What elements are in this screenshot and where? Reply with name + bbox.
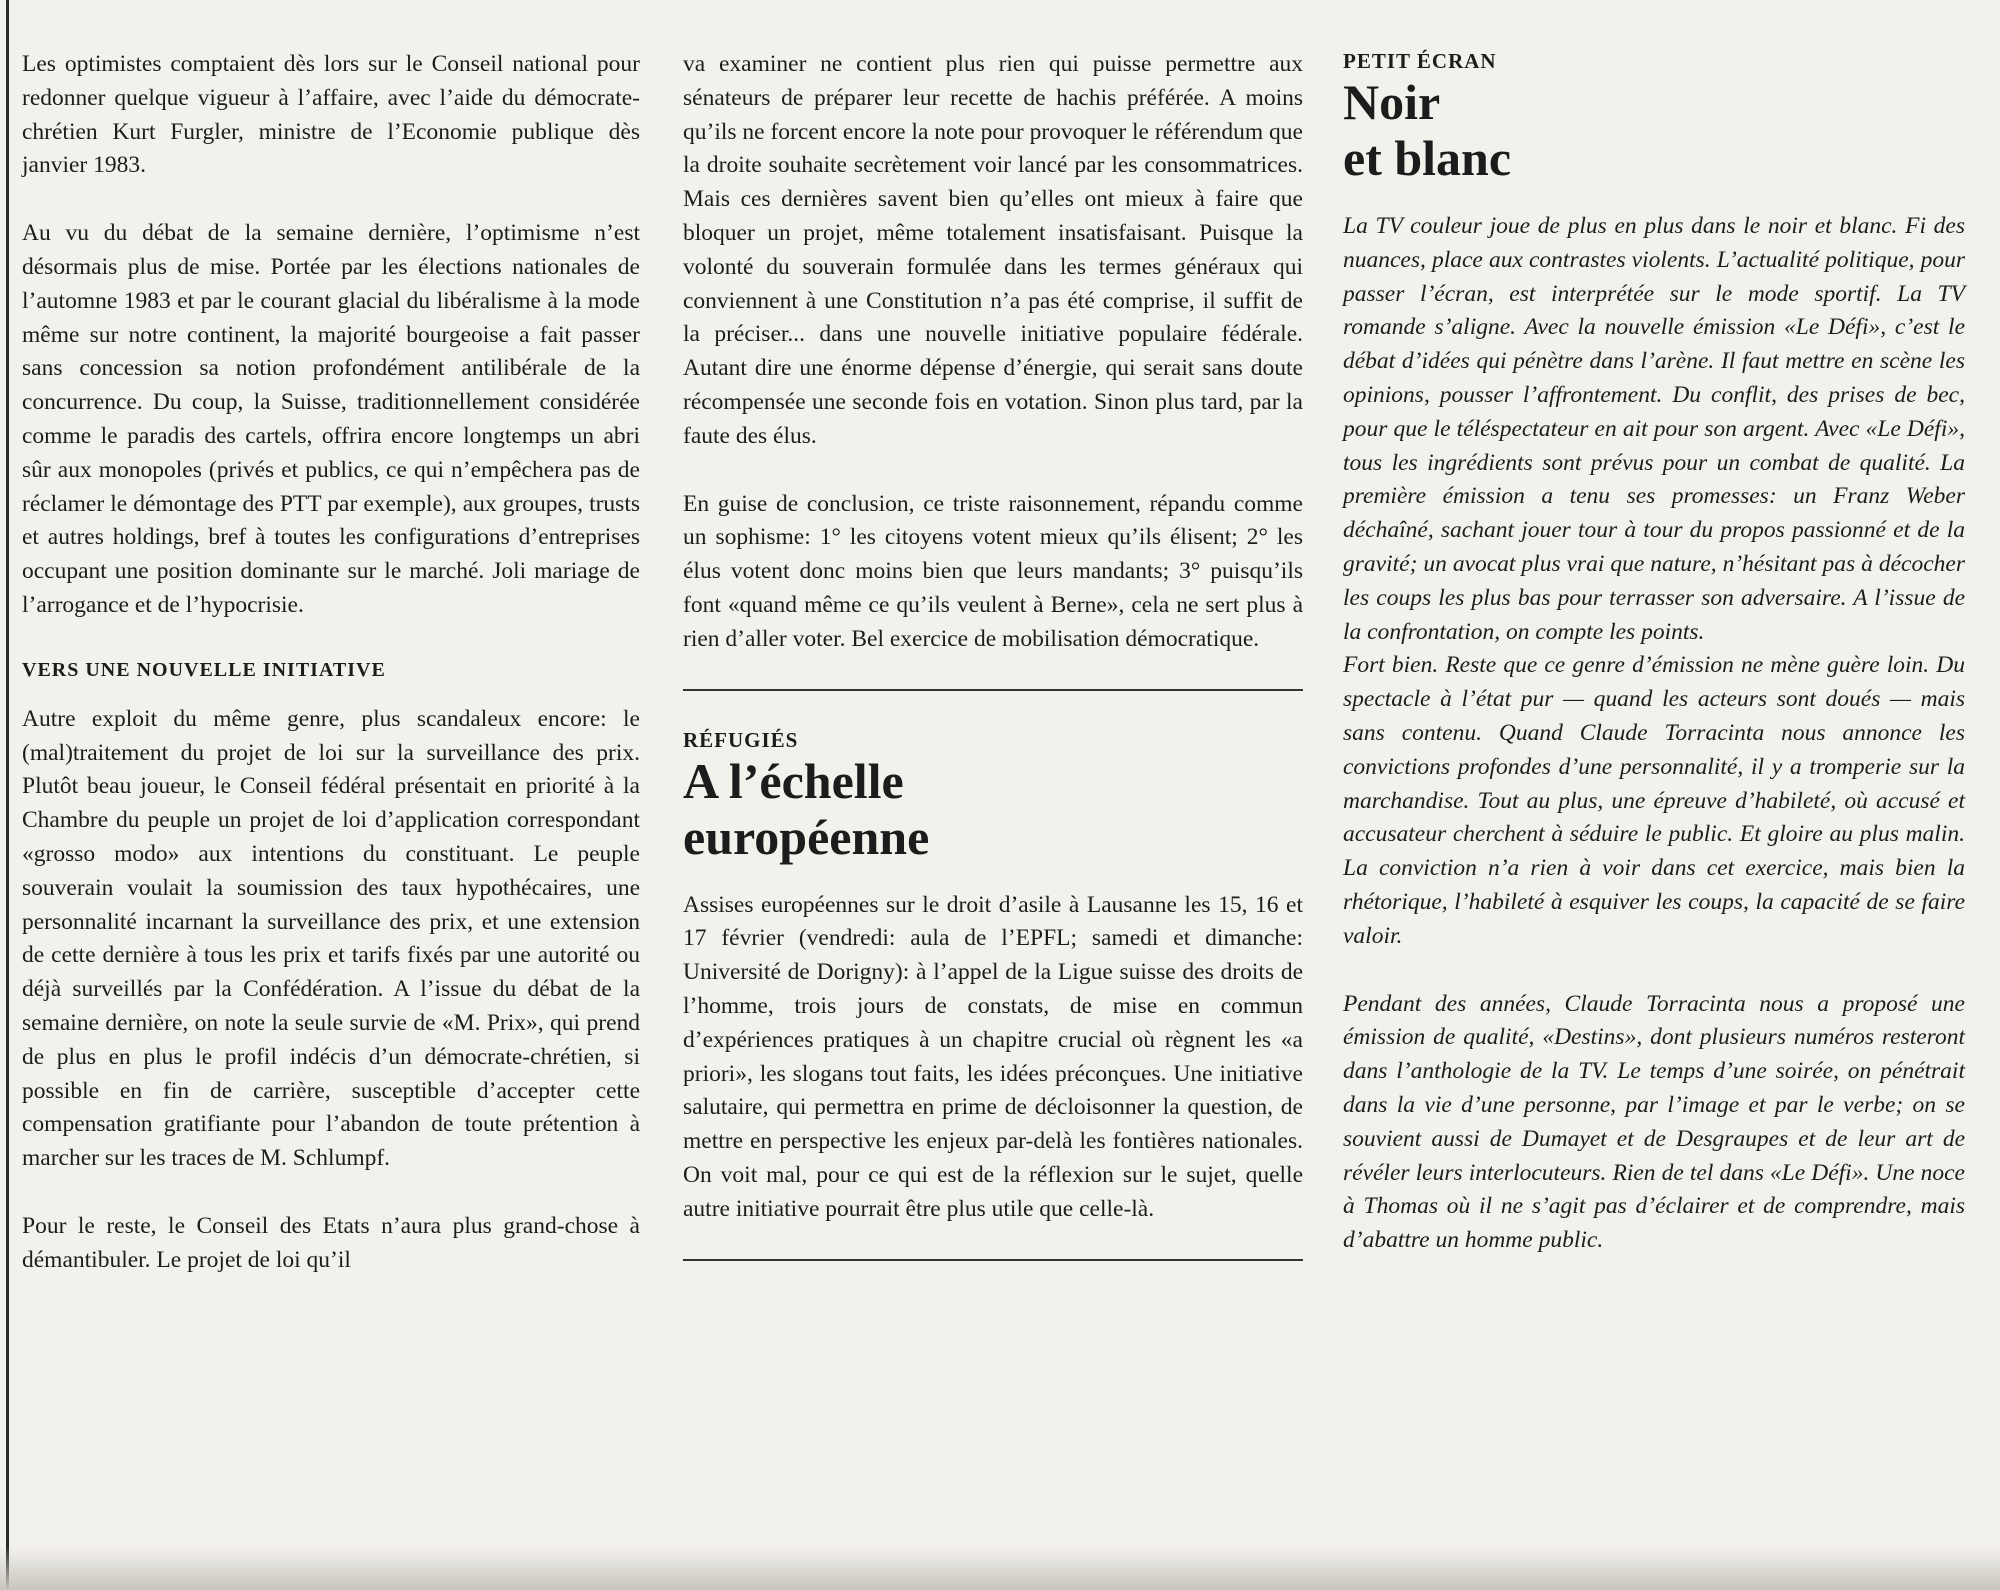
- column-right: [1343, 48, 1965, 1258]
- article-headline: [1343, 74, 1965, 186]
- article-kicker: PETIT ÉCRAN: [1343, 49, 1497, 73]
- article-kicker: RÉFUGIÉS: [683, 727, 799, 752]
- right-paragraph-2: Fort bien. Reste que ce genre d’émission ne mène guère loin. Du spectacle à l’état pur — quand les acteurs sont doués — mais sans contenu. Quand Claude Torracinta nous annonce les convictions profondes d’une personnalité, il y a tromperie sur la marchandise. Tout au plus, une épreuve d’habileté, où accusé et accusateur cherchent à séduire le public. Et gloire au plus malin. La conviction n’a rien à voir dans cet exercice, mais bien la rhétorique, l’habileté à esquiver les coups, la capacité de se faire valoir.: [1343, 652, 1965, 949]
- article-end-divider: [683, 1259, 1303, 1261]
- middle-paragraph-3: Assises européennes sur le droit d’asile à Lausanne les 15, 16 et 17 février (vendredi: aula de l’EPFL; samedi et dimanche: Université de Dorigny): à l’appel de la Ligue suisse des droits de l’homme, trois jours de constats, de mise en commun d’expériences pratiques à un chapitre crucial où règnent les «a priori», les slogans tout faits, les idées préconçues. Une initiative salutaire, qui permettra en prime de décloisonner la question, de mettre en perspective les enjeux par-delà les fontières nationales. On voit mal, pour ce qui est de la réflexion sur le sujet, quelle autre initiative pourrait être plus utile que celle-là.: [683, 891, 1303, 1222]
- right-paragraph-3: Pendant des années, Claude Torracinta nous a proposé une émission de qualité, «Destins», dont plusieurs numéros resteront dans l’anthologie de la TV. Le temps d’une soirée, on pénétrait dans la vie d’une personne, par l’image et par le verbe; on se souvient aussi de Dumayet et de Desgraupes et de leur art de révéler leurs interlocuteurs. Rien de tel dans «Le Défi». Une noce à Thomas où il ne s’agit pas d’éclairer et de comprendre, mais d’abattre un homme public.: [1343, 990, 1965, 1254]
- column-middle: [683, 48, 1303, 1297]
- middle-paragraph-1: va examiner ne contient plus rien qui puisse permettre aux sénateurs de préparer leur recette de hachis préférée. A moins qu’ils ne forcent encore la note pour provoquer le référendum que la droite souhaite secrètement voir lancé par les consommatrices. Mais ces dernières savent bien qu’elles ont mieux à faire que bloquer un projet, même totalement insatisfaisant. Puisque la volonté du souverain formulée dans les termes généraux qui conviennent à une Constitution n’a pas été comprise, il suffit de la préciser... dans une nouvelle initiative populaire fédérale. Autant dire une énorme dépense d’énergie, qui serait sans doute récompensée une seconde fois en votation. Sinon plus tard, par la faute des élus.: [683, 51, 1303, 449]
- left-paragraph-4: Pour le reste, le Conseil des Etats n’aura plus grand-chose à démantibuler. Le projet de loi qu’il: [22, 1212, 640, 1273]
- section-subheading: VERS UNE NOUVELLE INITIATIVE: [22, 658, 386, 681]
- middle-paragraph-2: En guise de conclusion, ce triste raisonnement, répandu comme un sophisme: 1° les citoyens votent mieux qu’ils élisent; 2° les élus votent donc moins bien que leurs mandants; 3° puisqu’ils font «quand même ce qu’ils veulent à Berne», cela ne sert plus à rien d’aller voter. Bel exercice de mobilisation démocratique.: [683, 490, 1303, 652]
- page-edge-rule: [6, 0, 9, 1590]
- headline-line-1: A l’échelle: [683, 752, 904, 809]
- article-divider: [683, 689, 1303, 691]
- right-paragraph-1: La TV couleur joue de plus en plus dans le noir et blanc. Fi des nuances, place aux contrastes violents. L’actualité politique, pour passer l’écran, est interprétée sur le mode sportif. La TV romande s’aligne. Avec la nouvelle émission «Le Défi», c’est le débat d’idées qui pénètre dans l’arène. Il faut mettre en scène les opinions, pousser l’affrontement. Du conflit, des prises de bec, pour que le téléspectateur en ait pour son argent. Avec «Le Défi», tous les ingrédients sont prévus pour un combat de qualité. La première émission a tenu ses promesses: un Franz Weber déchaîné, sachant jouer tour à tour du propos passionné et de la gravité; un avocat plus vrai que nature, n’hésitant pas à décocher les coups les plus bas pour terrasser son adversaire. A l’issue de la confrontation, on compte les points.: [1343, 213, 1965, 645]
- left-paragraph-1: Les optimistes comptaient dès lors sur le Conseil national pour redonner quelque vigueur à l’affaire, avec l’aide du démocrate-chrétien Kurt Furgler, ministre de l’Economie publique dès janvier 1983.: [22, 51, 640, 179]
- scan-bottom-shadow: [0, 1546, 2000, 1590]
- headline-line-1: Noir: [1343, 74, 1441, 130]
- left-paragraph-2: Au vu du débat de la semaine dernière, l’optimisme n’est désormais plus de mise. Portée par les élections nationales de l’automne 1983 et par le courant glacial du libéralisme à la mode même sur notre continent, la majorité bourgeoise a fait passer sans concession sa notion profondément antilibérale de la concurrence. Du coup, la Suisse, traditionnellement considérée comme le paradis des cartels, offrira encore longtemps un abri sûr aux monopoles (privés et publics, ce qui n’empêchera pas de réclamer le démontage des PTT par exemple), aux groupes, trusts et autres holdings, bref à toutes les configurations d’entreprises occupant une position dominante sur le marché. Joli mariage de l’arrogance et de l’hypocrisie.: [22, 220, 640, 618]
- column-left: [22, 48, 640, 1278]
- headline-line-2: européenne: [683, 808, 930, 865]
- italic-article-body: [1343, 210, 1965, 1258]
- article-headline: [683, 753, 1303, 865]
- headline-line-2: et blanc: [1343, 130, 1512, 186]
- left-paragraph-3: Autre exploit du même genre, plus scandaleux encore: le (mal)traitement du projet de loi sur la surveillance des prix. Plutôt beau joueur, le Conseil fédéral présentait en priorité à la Chambre du peuple un projet de loi d’application correspondant «grosso modo» aux intentions du constituant. Le peuple souverain voulait la soumission des taux hypothécaires, une personnalité incarnant la surveillance des prix, et une extension de cette dernière à tous les prix et tarifs fixés par une autorité ou déjà surveillés par la Confédération. A l’issue du débat de la semaine dernière, on note la seule survie de «M. Prix», qui prend de plus en plus le profil indécis d’un démocrate-chrétien, si possible en fin de carrière, susceptible d’accepter cette compensation gratifiante pour l’abandon de toute prétention à marcher sur les traces de M. Schlumpf.: [22, 705, 640, 1172]
